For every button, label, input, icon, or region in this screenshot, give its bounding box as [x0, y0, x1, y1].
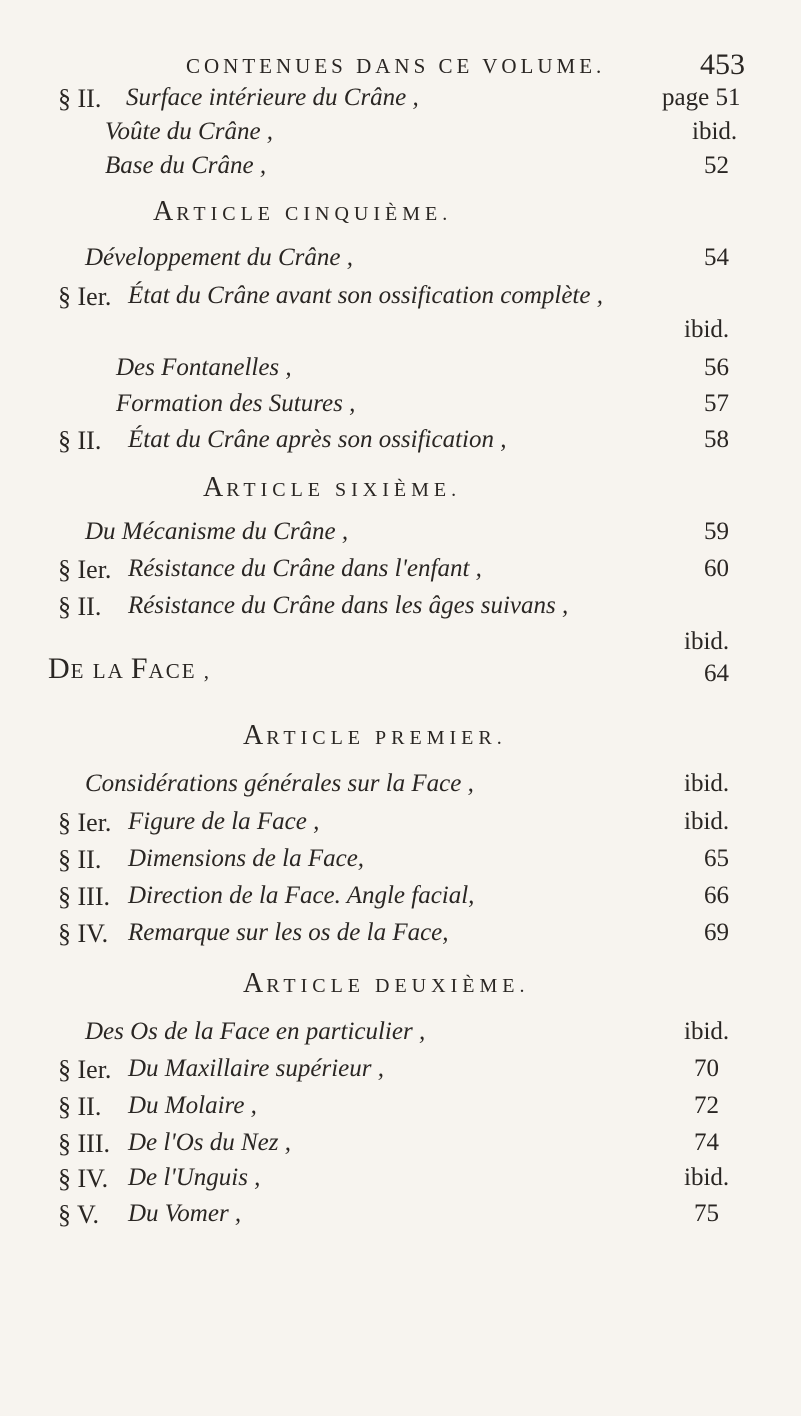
entry-page: 74: [694, 1129, 719, 1156]
entry-title: De l'Unguis ,: [128, 1164, 261, 1191]
entry-title: Du Vomer ,: [128, 1200, 242, 1227]
toc-entry: [0, 808, 801, 848]
entry-title: Base du Crâne ,: [105, 152, 267, 179]
entry-page: 66: [704, 882, 729, 909]
toc-entry: [0, 426, 801, 466]
section-number: § III.: [58, 1129, 110, 1158]
section-number: § IV.: [58, 1164, 109, 1193]
entry-page: ibid.: [692, 118, 738, 145]
article-title: RTICLE DEUXIÈME.: [266, 975, 530, 997]
part-initial: D: [48, 652, 71, 685]
article-initial: A: [243, 968, 267, 999]
entry-page: 58: [704, 426, 729, 453]
entry-page: 70: [694, 1055, 719, 1082]
toc-entry: [0, 1018, 801, 1058]
entry-page: 59: [704, 518, 729, 545]
toc-entry: [0, 518, 801, 558]
section-number: § IV.: [58, 919, 109, 948]
entry-page: 52: [704, 152, 729, 179]
article-title: RTICLE CINQUIÈME.: [176, 203, 453, 225]
toc-entry: [0, 592, 801, 632]
part-title: E LA: [70, 659, 131, 683]
section-number: § II.: [58, 84, 102, 113]
entry-page: 56: [704, 354, 729, 381]
entry-page: 72: [694, 1092, 719, 1119]
section-number: § Ier.: [58, 282, 112, 311]
running-head: CONTENUES DANS CE VOLUME.: [186, 54, 606, 78]
entry-title: Du Molaire ,: [128, 1092, 257, 1119]
article-heading: [0, 472, 801, 512]
entry-page: 60: [704, 555, 729, 582]
part-heading: [0, 642, 801, 687]
article-initial: A: [243, 720, 267, 751]
toc-entry: [0, 244, 801, 284]
entry-title: Des Fontanelles ,: [116, 354, 292, 381]
entry-page: page 51: [662, 84, 741, 111]
article-heading: [0, 196, 801, 236]
entry-title: Du Maxillaire supérieur ,: [128, 1055, 384, 1082]
entry-page: 75: [694, 1200, 719, 1227]
toc-entry: [0, 354, 801, 394]
section-number: § Ier.: [58, 808, 112, 837]
part-title: ACE ,: [148, 659, 212, 683]
section-number: § Ier.: [58, 555, 112, 584]
section-number: § II.: [58, 1092, 102, 1121]
entry-page: 69: [704, 919, 729, 946]
entry-page: ibid.: [684, 808, 730, 835]
toc-entry: [0, 1055, 801, 1095]
entry-title: Considérations générales sur la Face ,: [85, 770, 474, 797]
entry-title: Formation des Sutures ,: [116, 390, 356, 417]
section-number: § II.: [58, 845, 102, 874]
entry-title: Résistance du Crâne dans les âges suivans ,: [128, 592, 569, 619]
entry-title: État du Crâne après son ossification ,: [128, 426, 507, 453]
entry-page: ibid.: [684, 770, 730, 797]
section-number: § II.: [58, 592, 102, 621]
entry-page: 57: [704, 390, 729, 417]
entry-page: ibid.: [684, 1164, 730, 1191]
entry-page: 65: [704, 845, 729, 872]
toc-entry: [0, 1164, 801, 1204]
article-title: RTICLE PREMIER.: [266, 727, 507, 749]
entry-title: Direction de la Face. Angle facial,: [128, 882, 475, 909]
entry-title: État du Crâne avant son ossification complète ,: [128, 282, 603, 309]
entry-page: 54: [704, 244, 729, 271]
part-initial: F: [130, 652, 149, 685]
toc-entry: [0, 1092, 801, 1132]
entry-title: Résistance du Crâne dans l'enfant ,: [128, 555, 482, 582]
page-header: [0, 48, 801, 88]
article-heading: [0, 968, 801, 1008]
entry-title: Du Mécanisme du Crâne ,: [85, 518, 349, 545]
entry-title: Voûte du Crâne ,: [105, 118, 274, 145]
section-number: § Ier.: [58, 1055, 112, 1084]
toc-entry-continuation: [0, 316, 801, 356]
page-number: 453: [700, 48, 745, 81]
toc-entry: [0, 152, 801, 192]
toc-entry: [0, 390, 801, 430]
entry-page: ibid.: [684, 1018, 730, 1045]
section-number: § V.: [58, 1200, 99, 1229]
toc-entry: [0, 1200, 801, 1240]
toc-entry: [0, 1129, 801, 1169]
toc-entry: [0, 845, 801, 885]
entry-page: 64: [704, 660, 729, 687]
section-number: § III.: [58, 882, 110, 911]
entry-page: ibid.: [684, 628, 730, 655]
toc-entry: [0, 882, 801, 922]
article-initial: A: [153, 196, 177, 227]
entry-title: Figure de la Face ,: [128, 808, 320, 835]
section-number: § II.: [58, 426, 102, 455]
entry-title: Dimensions de la Face,: [128, 845, 365, 872]
entry-title: Surface intérieure du Crâne ,: [126, 84, 419, 111]
entry-title: De l'Os du Nez ,: [128, 1129, 291, 1156]
entry-page: ibid.: [684, 316, 730, 343]
article-initial: A: [203, 472, 227, 503]
toc-entry: [0, 770, 801, 810]
entry-title: Développement du Crâne ,: [85, 244, 353, 271]
toc-entry: [0, 919, 801, 959]
entry-title: Remarque sur les os de la Face,: [128, 919, 449, 946]
toc-entry: [0, 555, 801, 595]
article-title: RTICLE SIXIÈME.: [226, 479, 462, 501]
article-heading: [0, 720, 801, 760]
entry-title: Des Os de la Face en particulier ,: [85, 1018, 426, 1045]
